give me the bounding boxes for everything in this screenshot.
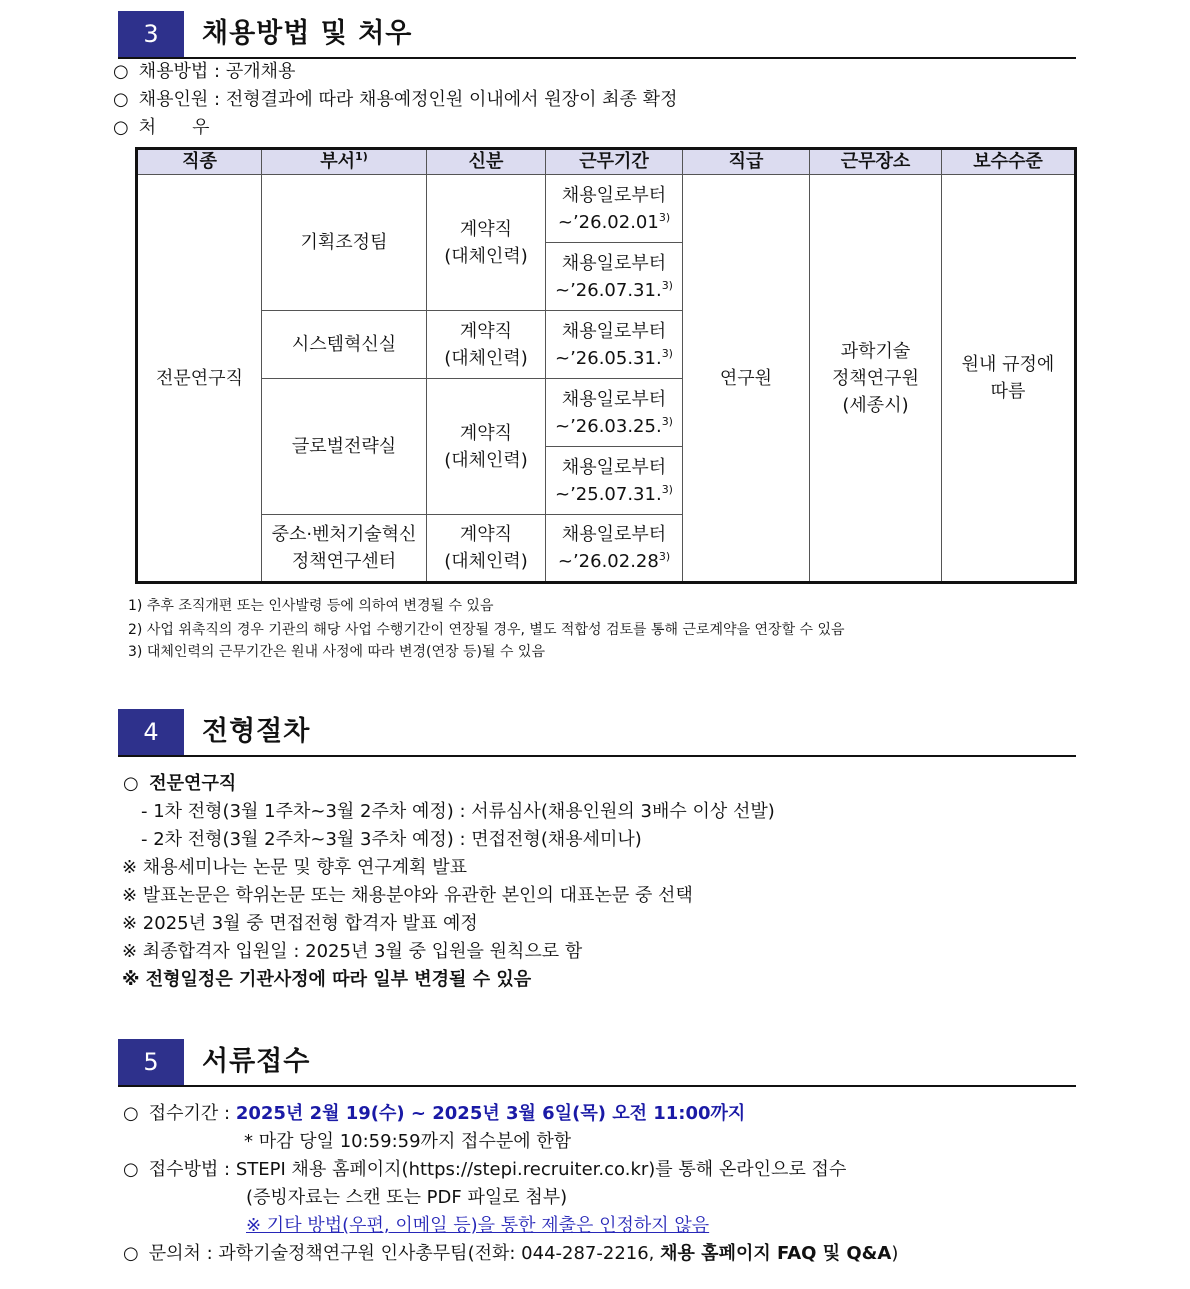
contact-label: 문의처 : xyxy=(148,1243,213,1264)
remark-4: ※ 최종합격자 입원일 : 2025년 3월 중 입원을 원칙으로 함 xyxy=(122,941,583,962)
step-2: - 2차 전형(3월 2주차~3월 3주차 예정) : 면접전형(채용세미나) xyxy=(141,829,642,850)
category-label: 전문연구직 xyxy=(149,773,237,794)
period-cell: 채용일로부터 ~’26.05.31.$^{3)}$ xyxy=(546,311,683,379)
submit-method-note: (증빙자료는 스캔 또는 PDF 파일로 첨부) xyxy=(246,1187,568,1208)
section-title: 서류접수 xyxy=(202,1046,311,1077)
method-value: 공개채용 xyxy=(225,61,296,82)
remark-1: ※ 채용세미나는 논문 및 향후 연구계획 발표 xyxy=(122,857,468,878)
step-1: - 1차 전형(3월 1주차~3월 2주차 예정) : 서류심사(채용인원의 3배수 이상 선발) xyxy=(141,801,775,822)
bullet-icon: ○ xyxy=(113,89,129,110)
headcount-line: ○ 채용인원 : 전형결과에 따라 채용예정인원 이내에서 원장이 최종 확정 xyxy=(113,87,677,113)
footnote-1: 1) 추후 조직개편 또는 인사발령 등에 의하여 변경될 수 있음 xyxy=(128,598,494,614)
section-title: 전형절차 xyxy=(202,716,311,747)
treatment-table xyxy=(135,147,1077,584)
header-cell: 직급 xyxy=(683,149,810,175)
bullet-icon: ○ xyxy=(123,773,139,794)
period-cell: 채용일로부터 ~’26.02.28$^{3)}$ xyxy=(546,515,683,583)
submit-method-value: STEPI 채용 홈페이지(https://stepi.recruiter.co.kr)를 통해 온라인으로 접수 xyxy=(235,1159,847,1180)
header-cell: 근무기간 xyxy=(546,149,683,175)
period-cell: 채용일로부터 ~’25.07.31.$^{3)}$ xyxy=(546,447,683,515)
location-cell: 과학기술 정책연구원 (세종시) xyxy=(810,175,942,583)
pay-cell: 원내 규정에 따름 xyxy=(942,175,1076,583)
treatment-line xyxy=(113,115,210,141)
section-3-header xyxy=(118,11,1076,59)
dept-cell: 시스템혁신실 xyxy=(262,311,427,379)
section-number: 4 xyxy=(118,709,184,755)
treatment-label: 처 우 xyxy=(138,117,210,138)
section-number: 3 xyxy=(118,11,184,57)
contact-value: 과학기술정책연구원 인사총무팀(전화: 044-287-2216, xyxy=(218,1243,655,1264)
contact-line xyxy=(123,1241,898,1267)
submit-method-warning: ※ 기타 방법(우편, 이메일 등)을 통한 제출은 인정하지 않음 xyxy=(246,1215,710,1236)
headcount-label: 채용인원 xyxy=(138,89,209,110)
headcount-value: 전형결과에 따라 채용예정인원 이내에서 원장이 최종 확정 xyxy=(225,89,678,110)
bullet-icon: ○ xyxy=(123,1103,139,1124)
status-cell: 계약직 (대체인력) xyxy=(427,379,546,515)
period-line xyxy=(123,1101,745,1127)
period-note: * 마감 당일 10:59:59까지 접수분에 한함 xyxy=(244,1131,572,1152)
bullet-icon: ○ xyxy=(113,117,129,138)
header-cell-dept: 부서$^{1)}$ xyxy=(262,149,427,175)
header-cell: 직종 xyxy=(137,149,262,175)
job-type-cell: 전문연구직 xyxy=(137,175,262,583)
section-4-header xyxy=(118,709,1076,757)
period-cell: 채용일로부터 ~’26.07.31.$^{3)}$ xyxy=(546,243,683,311)
contact-bold: 채용 홈페이지 FAQ 및 Q&A xyxy=(660,1243,892,1264)
bullet-icon: ○ xyxy=(123,1243,139,1264)
category-line xyxy=(123,771,236,797)
section-number: 5 xyxy=(118,1039,184,1085)
status-cell: 계약직 (대체인력) xyxy=(427,311,546,379)
footnote-2: 2) 사업 위촉직의 경우 기관의 해당 사업 수행기간이 연장될 경우, 별도 적합성 검토를 통해 근로계약을 연장할 수 있음 xyxy=(128,622,845,638)
period-label: 접수기간 : xyxy=(148,1103,231,1124)
remark-2: ※ 발표논문은 학위논문 또는 채용분야와 유관한 본인의 대표논문 중 선택 xyxy=(122,885,693,906)
dept-cell: 기획조정팀 xyxy=(262,175,427,311)
table-row xyxy=(137,175,1076,243)
bullet-icon: ○ xyxy=(113,61,129,82)
remark-3: ※ 2025년 3월 중 면접전형 합격자 발표 예정 xyxy=(122,913,478,934)
dept-cell: 글로벌전략실 xyxy=(262,379,427,515)
section-5-header xyxy=(118,1039,1076,1087)
method-line: ○ 채용방법 : 공개채용 xyxy=(113,59,295,85)
header-cell: 근무장소 xyxy=(810,149,942,175)
bullet-icon: ○ xyxy=(123,1159,139,1180)
submit-method-line xyxy=(123,1157,846,1183)
status-cell: 계약직 (대체인력) xyxy=(427,515,546,583)
contact-end: ) xyxy=(891,1243,899,1264)
submit-method-label: 접수방법 : xyxy=(148,1159,231,1180)
method-label: 채용방법 xyxy=(138,61,209,82)
rank-cell: 연구원 xyxy=(683,175,810,583)
header-cell: 신분 xyxy=(427,149,546,175)
remark-5: ※ 전형일정은 기관사정에 따라 일부 변경될 수 있음 xyxy=(122,969,532,990)
period-value: 2025년 2월 19(수) ~ 2025년 3월 6일(목) 오전 11:00까지 xyxy=(235,1103,746,1124)
table-header-row xyxy=(137,149,1076,175)
section-title: 채용방법 및 처우 xyxy=(202,18,413,49)
period-cell: 채용일로부터 ~’26.02.01$^{3)}$ xyxy=(546,175,683,243)
footnote-3: 3) 대체인력의 근무기간은 원내 사정에 따라 변경(연장 등)될 수 있음 xyxy=(128,644,545,660)
header-cell: 보수수준 xyxy=(942,149,1076,175)
period-cell: 채용일로부터 ~’26.03.25.$^{3)}$ xyxy=(546,379,683,447)
dept-cell: 중소·벤처기술혁신 정책연구센터 xyxy=(262,515,427,583)
status-cell: 계약직 (대체인력) xyxy=(427,175,546,311)
